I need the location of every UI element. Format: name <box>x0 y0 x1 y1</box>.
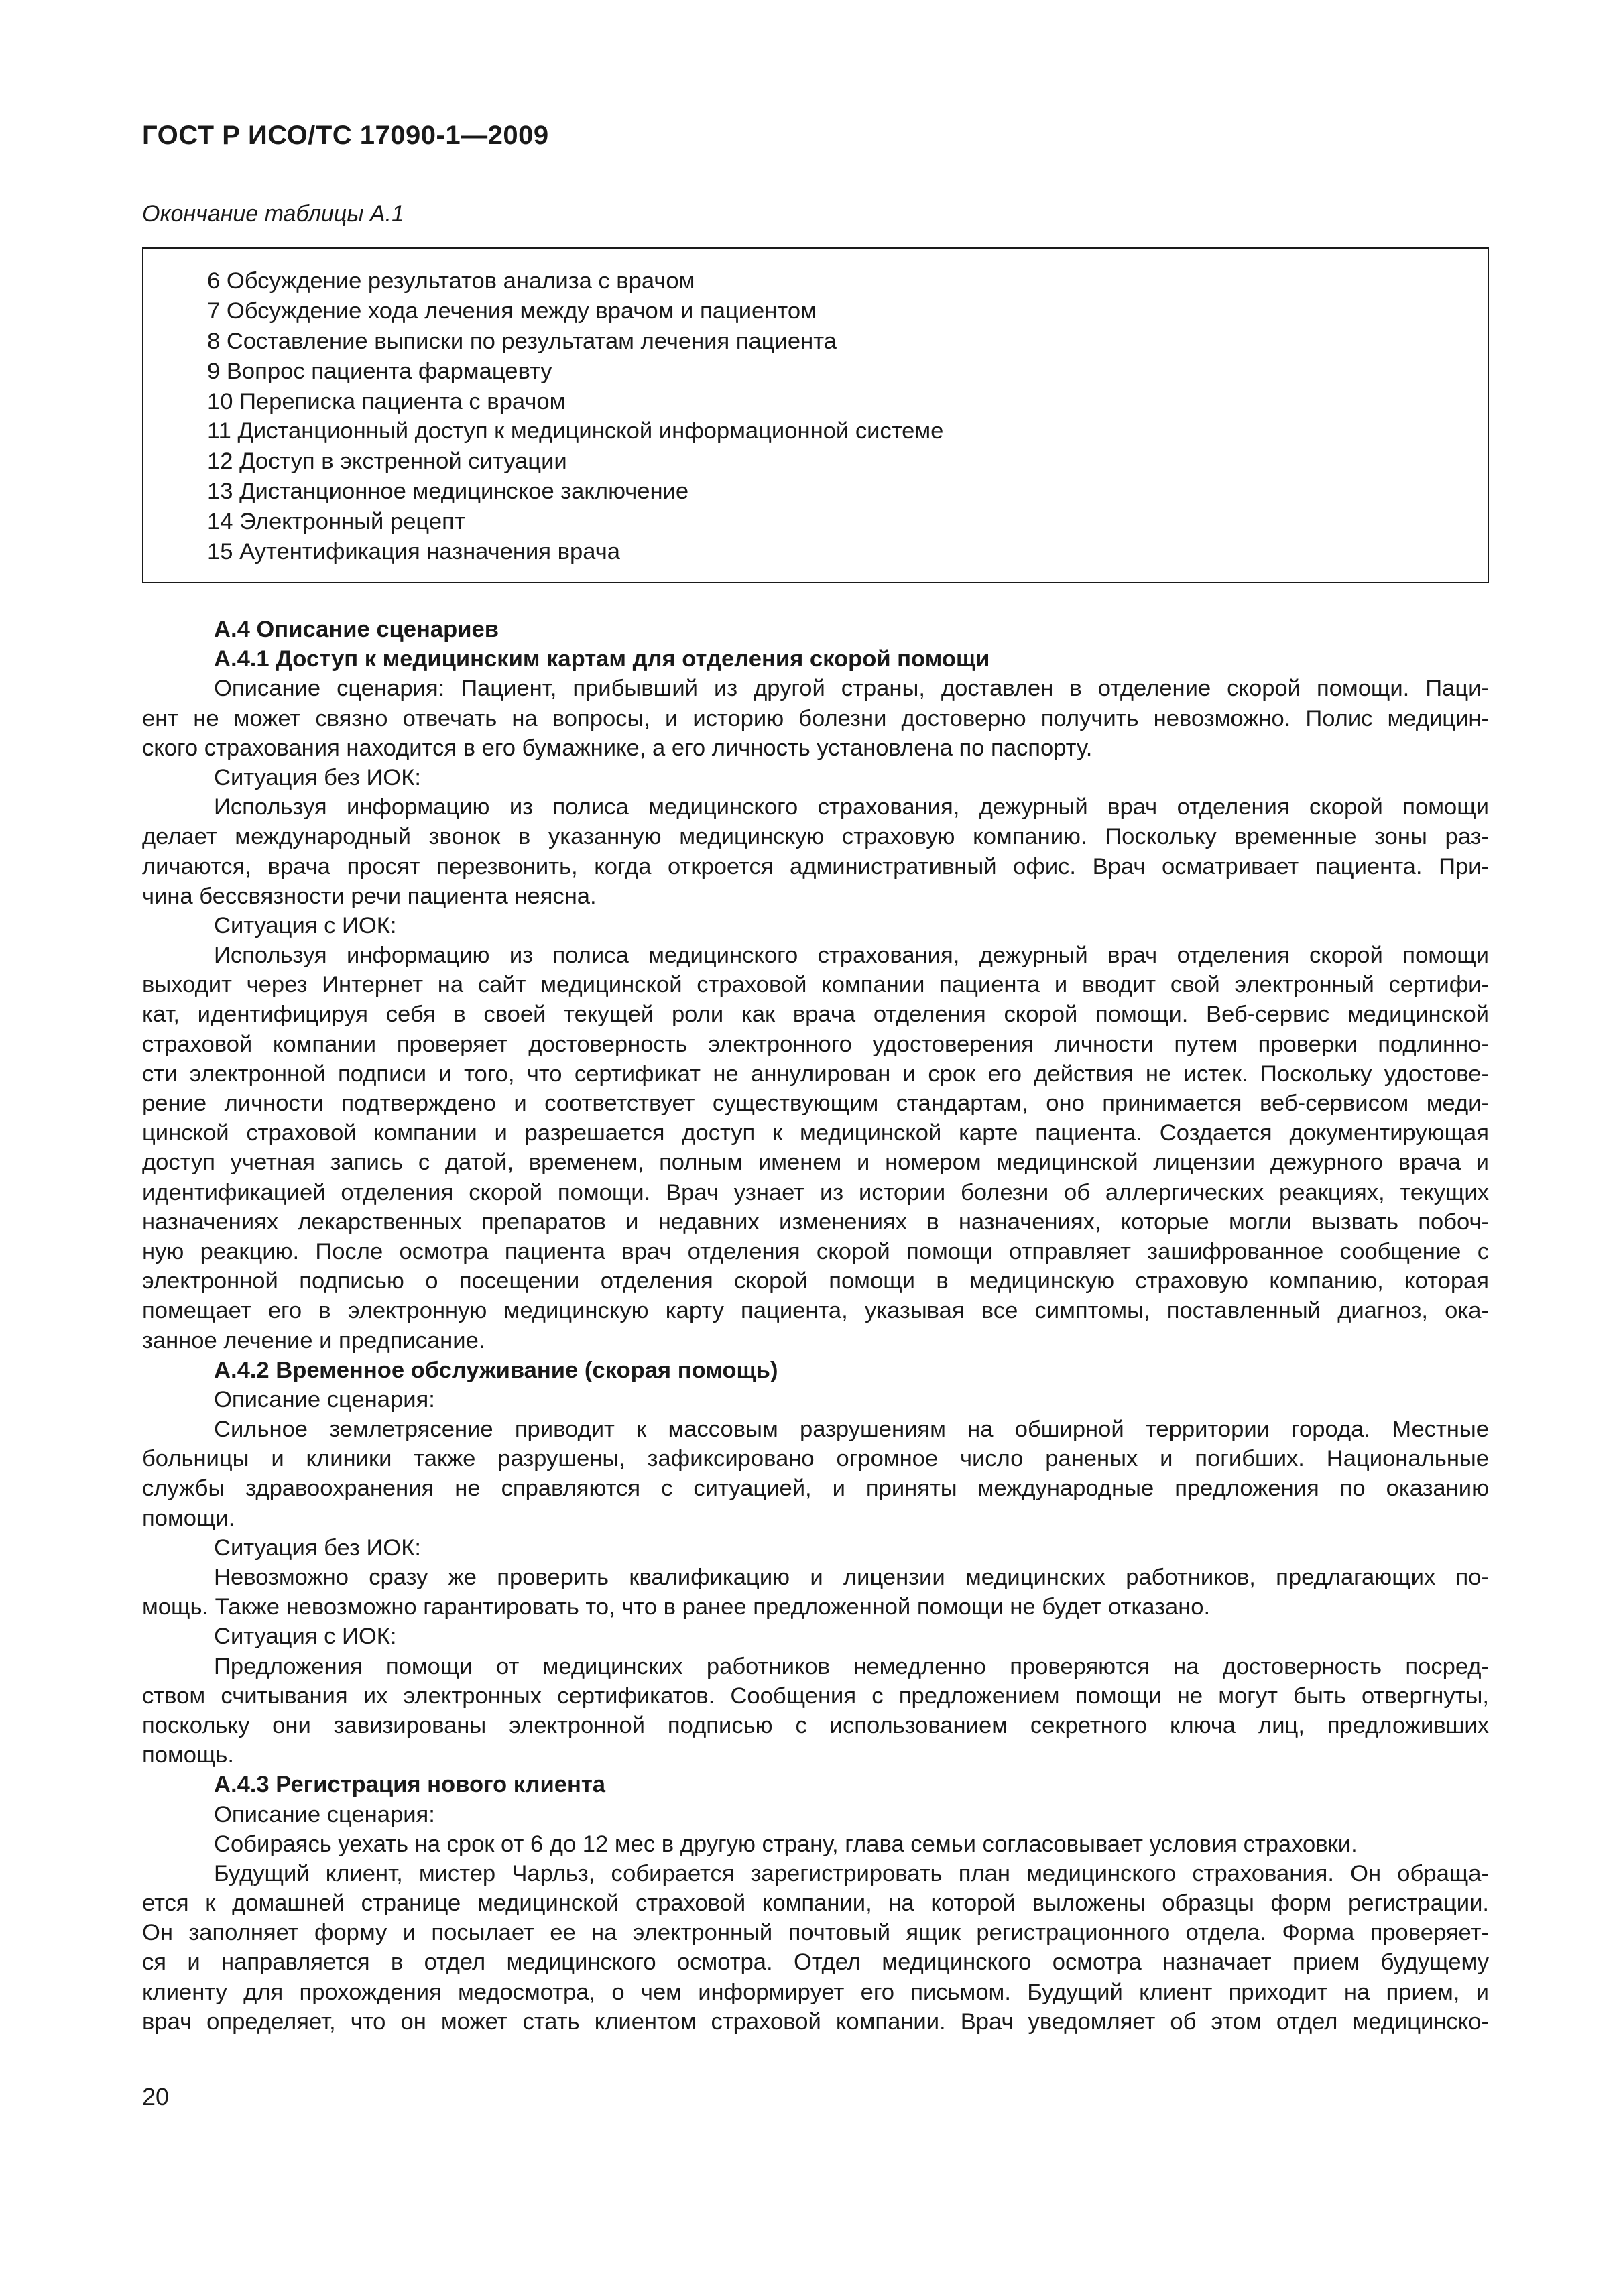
table-item: 7 Обсуждение хода лечения между врачом и пациентом <box>207 298 817 324</box>
text-line: ент не может связно отвечать на вопросы, и историю болезни достоверно получить невозможно. Полис медицин- <box>142 705 1489 731</box>
text-line: сти электронной подписи и того, что сертификат не аннулирован и срок его действия не истек. Поскольку удостове- <box>142 1061 1489 1087</box>
table-continuation-box <box>142 247 1489 583</box>
text-line: помещает его в электронную медицинскую карту пациента, указывая все симптомы, поставленный диагноз, ока- <box>142 1298 1489 1324</box>
subsection-heading: А.4.1 Доступ к медицинским картам для отделения скорой помощи <box>214 646 990 672</box>
text-line: идентификацией отделения скорой помощи. Врач узнает из истории болезни об аллергических реакциях, текущих <box>142 1179 1489 1205</box>
text-line: поскольку они завизированы электронной подписью с использованием секретного ключа лиц, предложивших <box>142 1712 1489 1738</box>
table-item: 10 Переписка пациента с врачом <box>207 388 566 414</box>
text-line: рение личности подтверждено и соответствует существующим стандартам, оно принимается веб-сервисом меди- <box>142 1091 1489 1116</box>
text-line: службы здравоохранения не справляются с ситуацией, и приняты международные предложения по оказанию <box>142 1475 1489 1502</box>
section-heading: А.4 Описание сценариев <box>214 617 499 642</box>
text-line: выходит через Интернет на сайт медицинской страховой компании пациента и вводит свой электронный сертифи- <box>142 972 1489 998</box>
text-line: кат, идентифицируя себя в своей текущей роли как врача отделения скорой помощи. Веб-сервис медицинской <box>142 1002 1489 1028</box>
text-line: назначениях лекарственных препаратов и недавних изменениях в назначениях, которые могли вызвать побоч- <box>142 1209 1489 1235</box>
subsection-heading: А.4.3 Регистрация нового клиента <box>214 1772 605 1798</box>
text-line: чина бессвязности речи пациента неясна. <box>142 883 597 909</box>
text-line: электронной подписью о посещении отделения скорой помощи в медицинскую страховую компанию, которая <box>142 1268 1489 1294</box>
standard-header: ГОСТ Р ИСО/ТС 17090-1—2009 <box>142 121 549 150</box>
text-line: страховой компании проверяет достоверность электронного удостоверения личности путем проверки подлинно- <box>142 1031 1489 1057</box>
text-line: Ситуация с ИОК: <box>214 912 397 939</box>
text-line: доступ учетная запись с датой, временем, полным именем и номером медицинской лицензии дежурного врача и <box>142 1150 1489 1176</box>
text-line: Используя информацию из полиса медицинского страхования, дежурный врач отделения скорой помощи <box>214 794 1489 821</box>
table-item: 14 Электронный рецепт <box>207 509 465 535</box>
text-line: ством считывания их электронных сертификатов. Сообщения с предложением помощи не могут быть отвергнуты, <box>142 1683 1489 1709</box>
text-line: Сильное землетрясение приводит к массовым разрушениям на обширной территории города. Местные <box>214 1416 1489 1443</box>
text-line: Он заполняет форму и посылает ее на электронный почтовый ящик регистрационного отдела. Форма проверяет- <box>142 1920 1489 1946</box>
table-item: 15 Аутентификация назначения врача <box>207 539 620 565</box>
text-line: ского страхования находится в его бумажнике, а его личность установлена по паспорту. <box>142 735 1093 761</box>
text-line: Невозможно сразу же проверить квалификацию и лицензии медицинских работников, предлагающих по- <box>214 1565 1489 1590</box>
table-item: 13 Дистанционное медицинское заключение <box>207 479 689 505</box>
text-line: Будущий клиент, мистер Чарльз, собирается зарегистрировать план медицинского страхования. Он обраща- <box>214 1860 1489 1886</box>
table-item: 12 Доступ в экстренной ситуации <box>207 448 567 475</box>
text-line: Ситуация без ИОК: <box>214 1534 421 1561</box>
body-text <box>142 615 1489 2037</box>
text-line: ется к домашней странице медицинской страховой компании, на которой выложены образцы форм регистрации. <box>142 1890 1489 1917</box>
table-caption: Окончание таблицы А.1 <box>142 201 404 227</box>
text-line: ся и направляется в отдел медицинского осмотра. Отдел медицинского осмотра назначает прием будущему <box>142 1949 1489 1976</box>
text-line: Используя информацию из полиса медицинского страхования, дежурный врач отделения скорой помощи <box>214 943 1489 969</box>
table-item: 8 Составление выписки по результатам лечения пациента <box>207 328 837 354</box>
text-line: Предложения помощи от медицинских работников немедленно проверяются на достоверность посред- <box>214 1653 1489 1679</box>
text-line: Ситуация с ИОК: <box>214 1624 397 1650</box>
text-line: занное лечение и предписание. <box>142 1327 485 1353</box>
text-line: помощи. <box>142 1505 235 1531</box>
text-line: Собираясь уехать на срок от 6 до 12 мес в другую страну, глава семьи согласовывает условия страховки. <box>214 1831 1358 1857</box>
table-item: 6 Обсуждение результатов анализа с врачом <box>207 268 695 294</box>
text-line: врач определяет, что он может стать клиентом страховой компании. Врач уведомляет об этом отдел медицинско- <box>142 2008 1489 2035</box>
text-line: больницы и клиники также разрушены, зафиксировано огромное число раненых и погибших. Национальные <box>142 1446 1489 1472</box>
page-number: 20 <box>142 2083 170 2110</box>
text-line: Ситуация без ИОК: <box>214 764 421 790</box>
subsection-heading: А.4.2 Временное обслуживание (скорая помощь) <box>214 1357 778 1383</box>
text-line: личаются, врача просят перезвонить, когда откроется административный офис. Врач осматривает пациента. При- <box>142 853 1489 880</box>
table-item-list <box>207 266 943 567</box>
table-item: 9 Вопрос пациента фармацевту <box>207 358 552 384</box>
text-line: Описание сценария: Пациент, прибывший из другой страны, доставлен в отделение скорой помощи. Паци- <box>214 676 1489 702</box>
text-line: Описание сценария: <box>214 1801 435 1827</box>
text-line: ную реакцию. После осмотра пациента врач отделения скорой помощи отправляет зашифрованное сообщение с <box>142 1238 1489 1264</box>
text-line: делает международный звонок в указанную медицинскую страховую компанию. Поскольку временные зоны раз- <box>142 824 1489 850</box>
text-line: цинской страховой компании и разрешается доступ к медицинской карте пациента. Создается документирующая <box>142 1120 1489 1146</box>
table-item: 11 Дистанционный доступ к медицинской информационной системе <box>207 418 944 444</box>
text-line: Описание сценария: <box>214 1386 435 1412</box>
text-line: клиенту для прохождения медосмотра, о чем информирует его письмом. Будущий клиент приходит на прием, и <box>142 1979 1489 2005</box>
text-line: мощь. Также невозможно гарантировать то, что в ранее предложенной помощи не будет отказано. <box>142 1594 1211 1620</box>
text-line: помощь. <box>142 1742 235 1768</box>
